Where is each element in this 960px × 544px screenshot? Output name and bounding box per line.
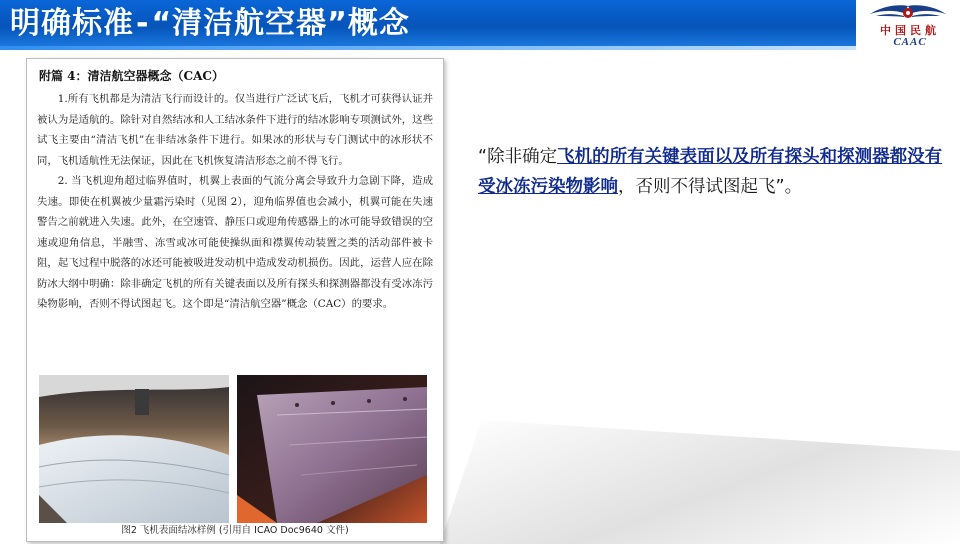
document-heading: 附篇 4：清洁航空器概念（CAC） [39, 69, 224, 83]
document-paragraph-1: 1.所有飞机都是为清洁飞行而设计的。仅当进行广泛试飞后，飞机才可获得认证并被认为是适航的。除针对自然结冰和人工结冰条件下进行的结冰影响专项测试外，这些试飞主要由“清洁飞机”在非结冰条件下进行。如果冰的形状与专门测试中的冰形状不同，飞机适航性无法保证，因此在飞机恢复清洁形态之前不得飞行。 [37, 93, 433, 167]
figure-caption: 图2 飞机表面结冰样例 (引用自 ICAO Doc9640 文件) [121, 525, 349, 536]
title-bar [0, 0, 960, 48]
slide-title [10, 4, 410, 44]
slide-title-main: 明确标准 [10, 6, 134, 41]
document-paragraph-2: 2. 当飞机迎角超过临界值时，机翼上表面的气流分离会导致升力急剧下降，造成失速。即使在机翼被少量霜污染时（见图 2），迎角临界值也会减小，机翼可能在失速警告之前就进入失速。此外，在空速管、静压口或迎角传感器上的冰可能导致错误的空速或迎角信息，半融雪、冻雪或冰可能使操纵面和襟翼传动装置之类的活动部件被卡阻，起飞过程中脱落的冰还可能被吸进发动机中造成发动机损伤。因此，运营人应在除防冰大纲中明确：除非确定飞机的所有关键表面以及所有探头和探测器都没有受冰冻污染物影响，否则不得试图起飞。这个即是“清洁航空器”概念（CAC）的要求。 [37, 175, 433, 310]
slide-title-quoted: “清洁航空器” [151, 6, 348, 41]
quote-highlight: 飞机的所有关键表面以及所有探头和探测器都没有受冰冻污染物影响 [478, 147, 943, 197]
slide-title-suffix: 概念 [347, 6, 410, 41]
title-accent-stripe [0, 46, 960, 50]
frost-wing-photo-left [39, 375, 229, 523]
document-body [37, 89, 433, 315]
caac-wings-icon [868, 2, 948, 24]
frost-wing-photo-right [237, 375, 427, 523]
logo-chinese-text: 中国民航 [880, 24, 940, 37]
key-quote [478, 142, 946, 202]
caac-logo [856, 0, 960, 56]
document-excerpt [26, 58, 444, 542]
decorative-shadow [440, 420, 960, 544]
quote-open: “除非确定 [478, 147, 558, 167]
logo-english-text: CAAC [893, 36, 927, 48]
slide-title-dash: - [136, 6, 150, 41]
quote-close: ，否则不得试图起飞”。 [618, 177, 803, 197]
